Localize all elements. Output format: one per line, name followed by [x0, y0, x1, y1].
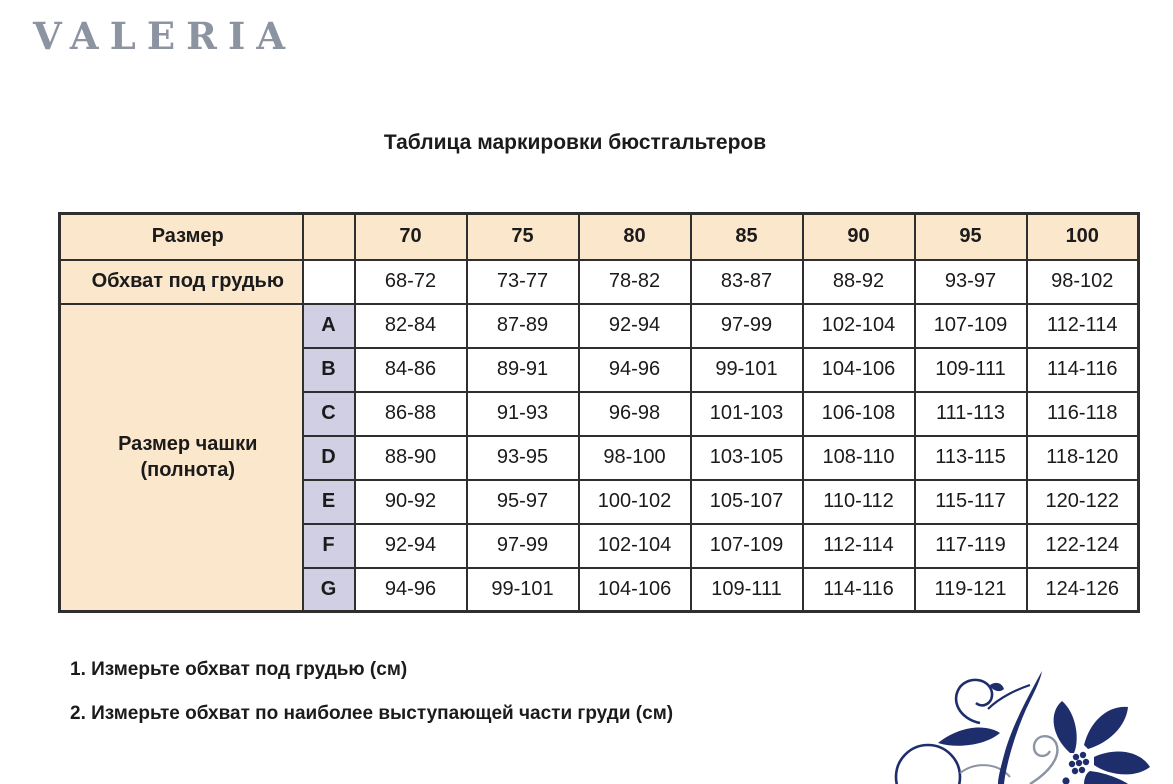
cup-value: 86-88	[355, 392, 467, 436]
size-col-header: 90	[803, 214, 915, 260]
cup-value: 103-105	[691, 436, 803, 480]
cup-value: 112-114	[803, 524, 915, 568]
cup-value: 107-109	[915, 304, 1027, 348]
cup-value: 108-110	[803, 436, 915, 480]
cup-value: 107-109	[691, 524, 803, 568]
cup-value: 92-94	[579, 304, 691, 348]
underbust-value: 68-72	[355, 260, 467, 304]
cup-value: 96-98	[579, 392, 691, 436]
cup-value: 102-104	[579, 524, 691, 568]
size-col-header: 85	[691, 214, 803, 260]
cup-value: 104-106	[579, 568, 691, 612]
cup-value: 94-96	[355, 568, 467, 612]
cup-value: 104-106	[803, 348, 915, 392]
cup-value: 110-112	[803, 480, 915, 524]
cup-value: 120-122	[1027, 480, 1139, 524]
cup-value: 95-97	[467, 480, 579, 524]
cup-value: 91-93	[467, 392, 579, 436]
cup-value: 97-99	[467, 524, 579, 568]
brand-logo: VALERIA	[33, 14, 297, 58]
cup-letter: D	[303, 436, 355, 480]
cup-value: 87-89	[467, 304, 579, 348]
cup-value: 93-95	[467, 436, 579, 480]
cup-value: 106-108	[803, 392, 915, 436]
page-title: Таблица маркировки бюстгальтеров	[383, 131, 767, 154]
cup-value: 122-124	[1027, 524, 1139, 568]
instruction-step-1: 1. Измерьте обхват под грудью (см)	[70, 659, 408, 680]
cup-label-line1: Размер чашки	[118, 433, 258, 456]
cup-value: 88-90	[355, 436, 467, 480]
cup-value: 113-115	[915, 436, 1027, 480]
size-col-header: 95	[915, 214, 1027, 260]
empty-header-cell	[303, 214, 355, 260]
underbust-row-label: Обхват под грудью	[60, 260, 303, 304]
cup-value: 111-113	[915, 392, 1027, 436]
cup-value: 101-103	[691, 392, 803, 436]
cup-value: 115-117	[915, 480, 1027, 524]
cup-letter: A	[303, 304, 355, 348]
cup-value: 99-101	[467, 568, 579, 612]
cup-value: 116-118	[1027, 392, 1139, 436]
cup-label-line2: (полнота)	[140, 459, 236, 482]
underbust-value: 88-92	[803, 260, 915, 304]
size-col-header: 100	[1027, 214, 1139, 260]
cup-value: 124-126	[1027, 568, 1139, 612]
cup-letter: F	[303, 524, 355, 568]
cup-value: 109-111	[691, 568, 803, 612]
cup-letter: E	[303, 480, 355, 524]
cup-size-row-label	[60, 304, 303, 612]
cup-letter: B	[303, 348, 355, 392]
table-row-underbust	[60, 260, 1139, 304]
underbust-value: 93-97	[915, 260, 1027, 304]
table-row-sizes	[60, 214, 1139, 260]
instruction-step-2: 2. Измерьте обхват по наиболее выступающей части груди (см)	[70, 703, 674, 724]
cup-value: 100-102	[579, 480, 691, 524]
cup-value: 89-91	[467, 348, 579, 392]
cup-value: 97-99	[691, 304, 803, 348]
cup-value: 105-107	[691, 480, 803, 524]
empty-cell	[303, 260, 355, 304]
bra-size-table	[58, 212, 1140, 613]
cup-value: 102-104	[803, 304, 915, 348]
cup-value: 119-121	[915, 568, 1027, 612]
size-col-header: 80	[579, 214, 691, 260]
cup-value: 112-114	[1027, 304, 1139, 348]
underbust-value: 78-82	[579, 260, 691, 304]
cup-letter: C	[303, 392, 355, 436]
cup-value: 98-100	[579, 436, 691, 480]
cup-value: 92-94	[355, 524, 467, 568]
underbust-value: 73-77	[467, 260, 579, 304]
table-row-cup-a	[60, 304, 1139, 348]
cup-value: 99-101	[691, 348, 803, 392]
underbust-value: 83-87	[691, 260, 803, 304]
cup-value: 114-116	[1027, 348, 1139, 392]
cup-value: 118-120	[1027, 436, 1139, 480]
size-row-label: Размер	[60, 214, 303, 260]
cup-value: 94-96	[579, 348, 691, 392]
cup-value: 90-92	[355, 480, 467, 524]
floral-ornament-decoration	[880, 645, 1173, 784]
size-col-header: 75	[467, 214, 579, 260]
cup-value: 117-119	[915, 524, 1027, 568]
underbust-value: 98-102	[1027, 260, 1139, 304]
cup-value: 84-86	[355, 348, 467, 392]
cup-value: 82-84	[355, 304, 467, 348]
cup-value: 109-111	[915, 348, 1027, 392]
cup-letter: G	[303, 568, 355, 612]
size-col-header: 70	[355, 214, 467, 260]
cup-value: 114-116	[803, 568, 915, 612]
measurement-instructions	[70, 659, 673, 747]
